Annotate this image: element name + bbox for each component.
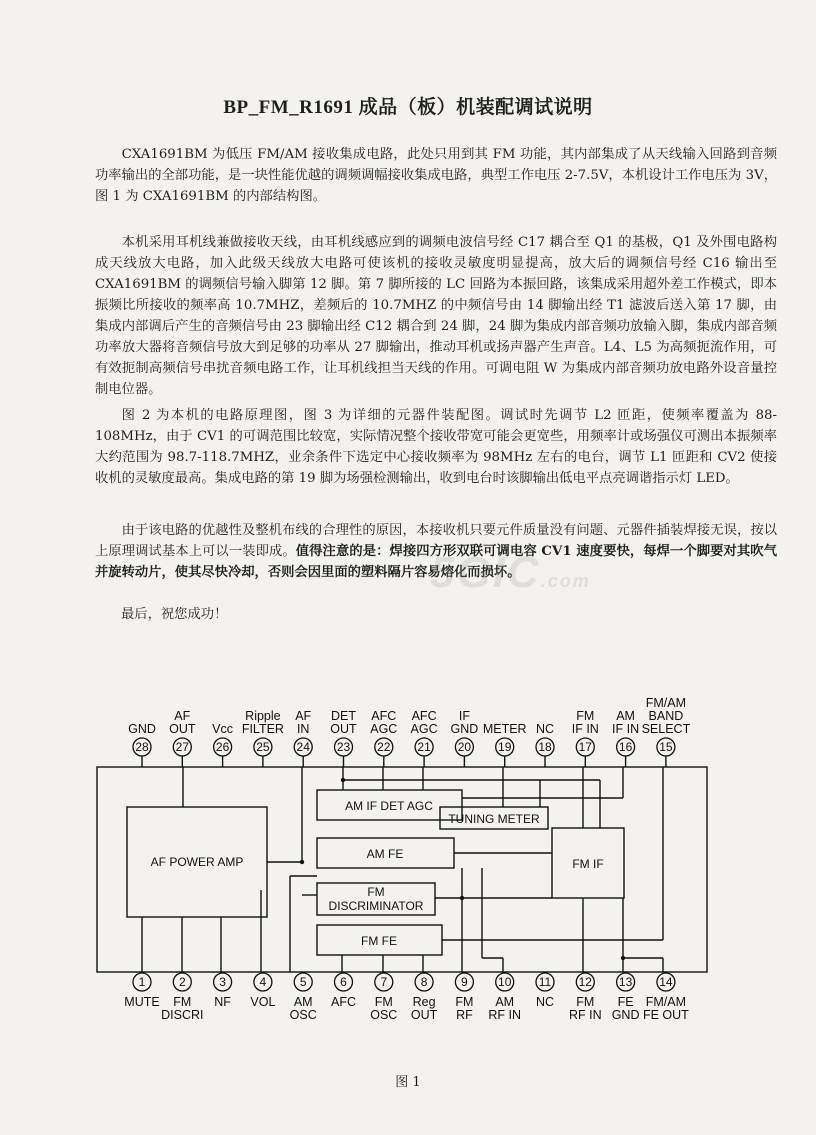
pin-label: OSC — [370, 1008, 398, 1022]
pin-label: OUT — [169, 722, 196, 736]
label-tuning-meter: TUNING METER — [448, 812, 540, 826]
pin-number: 28 — [135, 740, 149, 754]
bottom-pin-2 — [161, 973, 203, 1022]
pin-label: AGC — [370, 722, 398, 736]
pin-label: Ripple — [245, 709, 281, 723]
pin-label: DET — [331, 709, 356, 723]
pin-label: NF — [214, 995, 231, 1009]
pin-number: 22 — [377, 740, 391, 754]
pin-number: 9 — [461, 975, 468, 989]
pin-label: AFC — [411, 709, 437, 723]
top-pin-26 — [212, 722, 233, 767]
pin-label: AFC — [371, 709, 397, 723]
pin-label: IF IN — [571, 722, 599, 736]
paragraph-closing: 最后，祝您成功！ — [121, 607, 228, 622]
label-fm-discriminator-line1: FM — [367, 885, 385, 899]
pin-label: IN — [296, 722, 310, 736]
paragraph-tuning-procedure: 图 2 为本机的电路原理图，图 3 为详细的元器件装配图。调试时先调节 L2 匝距，使频率覆盖为 88-108MHz，由于 CV1 的可调范围比较宽，实际情况整个接收带宽可能会更宽些，用频率计或场强仪可测出本振频率大约范围为 98.7-118.7MHZ，业余条件下选定中心接收频率为 98MHz 左右的电台，调节 L1 匝距和 CV2 使接收机的灵敏度最高。集成电路的第 19 脚为场强检测输出，收到电台时该脚输出低电平点亮调谐指示灯 LED。 — [95, 408, 777, 486]
pin-number: 2 — [178, 975, 186, 989]
bottom-pin-6 — [331, 973, 356, 1009]
top-pin-17 — [572, 709, 599, 767]
top-pin-19 — [483, 722, 527, 767]
bottom-pin-7 — [370, 973, 397, 1022]
label-fm-discriminator-line2: DISCRIMINATOR — [328, 899, 424, 913]
pin-number: 12 — [578, 975, 592, 989]
pin-label: NC — [535, 722, 555, 736]
pin-label: FM — [374, 995, 393, 1009]
pin-number: 21 — [417, 740, 431, 754]
pin-label: FILTER — [241, 722, 284, 736]
pin-label: OUT — [330, 722, 357, 736]
bottom-pin-8 — [411, 973, 438, 1022]
bottom-pin-12 — [569, 973, 602, 1022]
pin-label: GND — [128, 722, 156, 736]
pin-number: 7 — [380, 975, 388, 989]
pin-label: OSC — [289, 1008, 317, 1022]
pin-label: NC — [535, 995, 555, 1009]
pin-label: IF — [458, 709, 470, 723]
label-am-fe: AM FE — [366, 847, 404, 861]
bottom-pin-10 — [488, 973, 521, 1022]
pin-label: AGC — [410, 722, 438, 736]
page-title: BP_FM_R1691 成品（板）机装配调试说明 — [223, 97, 593, 118]
pin-number: 25 — [256, 740, 270, 754]
ic-block-diagram — [0, 640, 816, 1070]
pin-number: 19 — [498, 740, 512, 754]
pin-label: AF — [174, 709, 191, 723]
assembly-warning-text: 值得注意的是：焊接四方形双联可调电容 CV1 速度要快，每焊一个脚要对其吹气并旋转动片，使其尽快冷却，否则会因里面的塑料隔片容易熔化而损坏。 — [95, 544, 777, 580]
pin-label: AF — [295, 709, 312, 723]
pin-number: 6 — [340, 975, 347, 989]
pin-number: 15 — [659, 740, 673, 754]
pin-label: MUTE — [124, 995, 160, 1009]
pin-label: FM — [455, 995, 474, 1009]
top-pin-24 — [294, 709, 312, 767]
pin-number: 5 — [299, 975, 307, 989]
pin-number: 3 — [219, 975, 226, 989]
assembly-note-text: 由于该电路的优越性及整机布线的合理性的原因，本接收机只要元件质量没有问题、元器件插装焊接无误，按以上原理调试基本上可以一装即成。 — [95, 523, 777, 559]
bottom-pin-13 — [612, 973, 640, 1022]
pin-label: RF — [456, 1008, 473, 1022]
label-am-if-det-agc: AM IF DET AGC — [345, 799, 433, 813]
pin-number: 27 — [175, 740, 189, 754]
paragraph-intro: CXA1691BM 为低压 FM/AM 接收集成电路，此处只用到其 FM 功能，其内部集成了从天线输入回路到音频功率输出的全部功能，是一块性能优越的调频调幅接收集成电路，典型工作电压 2-7.5V，本机设计工作电压为 3V，图 1 为 CXA1691BM 的内部结构图。 — [95, 147, 777, 204]
pin-label: FM — [173, 995, 192, 1009]
pin-label: AM — [495, 995, 515, 1009]
pin-label: GND — [450, 722, 479, 736]
pin-label: AFC — [331, 995, 356, 1009]
pin-number: 11 — [538, 975, 552, 989]
paragraph-antenna-circuit: 本机采用耳机线兼做接收天线，由耳机线感应到的调频电波信号经 C17 耦合至 Q1 的基极，Q1 及外围电路构成天线放大电路，加入此级天线放大电路可使该机的接收灵敏度明显提高，放大后的调频信号经 C16 输出至 CXA1691BM 的调频信号输入脚第 12 脚。第 7 脚所接的 LC 回路为本振回路，该集成采用超外差工作模式，即本振频比所接收的频率高 10.7MHZ，差频后的 10.7MHZ 的中频信号由 14 脚输出经 T1 滤波后送入第 17 脚，由集成内部调后产生的音频信号由 23 脚输出经 C12 耦合到 24 脚，24 脚为集成内部音频功放输入脚，集成内部音频功率放大器将音频信号放大到足够的功率从 27 脚输出，推动耳机或扬声器产生声音。L4、L5 为高频扼流作用，可有效扼制高频信号串扰音频电路工作，让耳机线担当天线的作用。可调电阻 W 为集成内部音频功放电路外设音量控制电位器。 — [95, 235, 777, 397]
pin-label: FE — [617, 995, 634, 1009]
pin-number: 4 — [259, 975, 267, 989]
pin-label: AM — [616, 709, 635, 723]
top-pin-15 — [642, 696, 691, 767]
bottom-pin-1 — [124, 973, 159, 1009]
pin-label: METER — [482, 722, 527, 736]
pin-number: 18 — [538, 740, 552, 754]
top-pin-20 — [451, 709, 479, 767]
figure-caption: 图 1 — [395, 1075, 421, 1090]
pin-label: FM — [576, 709, 595, 723]
top-pin-27 — [169, 709, 196, 767]
pin-label: Vcc — [212, 722, 234, 736]
label-fm-if: FM IF — [572, 857, 604, 871]
pin-label: FM/AM — [645, 995, 687, 1009]
pin-label: GND — [611, 1008, 640, 1022]
top-pin-22 — [370, 709, 397, 767]
pin-label: Reg — [412, 995, 436, 1009]
pin-label: FM/AM — [645, 696, 687, 710]
pin-label: RF IN — [568, 1008, 602, 1022]
top-pin-18 — [536, 722, 554, 767]
top-pin-23 — [330, 709, 357, 767]
pin-number: 1 — [138, 975, 146, 989]
pin-label: BAND — [648, 709, 684, 723]
pin-number: 13 — [618, 975, 633, 989]
bottom-pin-3 — [214, 973, 232, 1009]
label-af-power-amp: AF POWER AMP — [150, 855, 244, 869]
pin-number: 16 — [618, 740, 633, 754]
pin-number: 14 — [659, 975, 673, 989]
bottom-pin-4 — [250, 973, 275, 1009]
pin-label: FE OUT — [642, 1008, 689, 1022]
bottom-pin-11 — [536, 973, 554, 1009]
pin-number: 17 — [578, 740, 592, 754]
pin-number: 8 — [420, 975, 428, 989]
pin-label: DISCRI — [161, 1008, 204, 1022]
pin-label: VOL — [250, 995, 276, 1009]
bottom-pin-14 — [643, 973, 689, 1022]
watermark-logo: 5GIC.com — [430, 548, 591, 597]
pin-label: RF IN — [488, 1008, 522, 1022]
pin-number: 23 — [336, 740, 351, 754]
top-pin-16 — [612, 709, 639, 767]
pin-label: OUT — [410, 1008, 438, 1022]
pin-number: 10 — [498, 975, 512, 989]
pin-number: 26 — [215, 740, 230, 754]
label-fm-fe: FM FE — [361, 934, 397, 948]
pin-label: SELECT — [641, 722, 691, 736]
pin-number: 24 — [296, 740, 310, 754]
pin-label: FM — [576, 995, 595, 1009]
pin-label: IF IN — [612, 722, 640, 736]
bottom-pin-9 — [455, 973, 473, 1022]
bottom-pin-5 — [290, 973, 317, 1022]
pin-number: 20 — [457, 740, 472, 754]
top-pin-25 — [242, 709, 284, 767]
top-pin-21 — [411, 709, 438, 767]
top-pin-28 — [128, 722, 156, 767]
pin-label: AM — [293, 995, 313, 1009]
